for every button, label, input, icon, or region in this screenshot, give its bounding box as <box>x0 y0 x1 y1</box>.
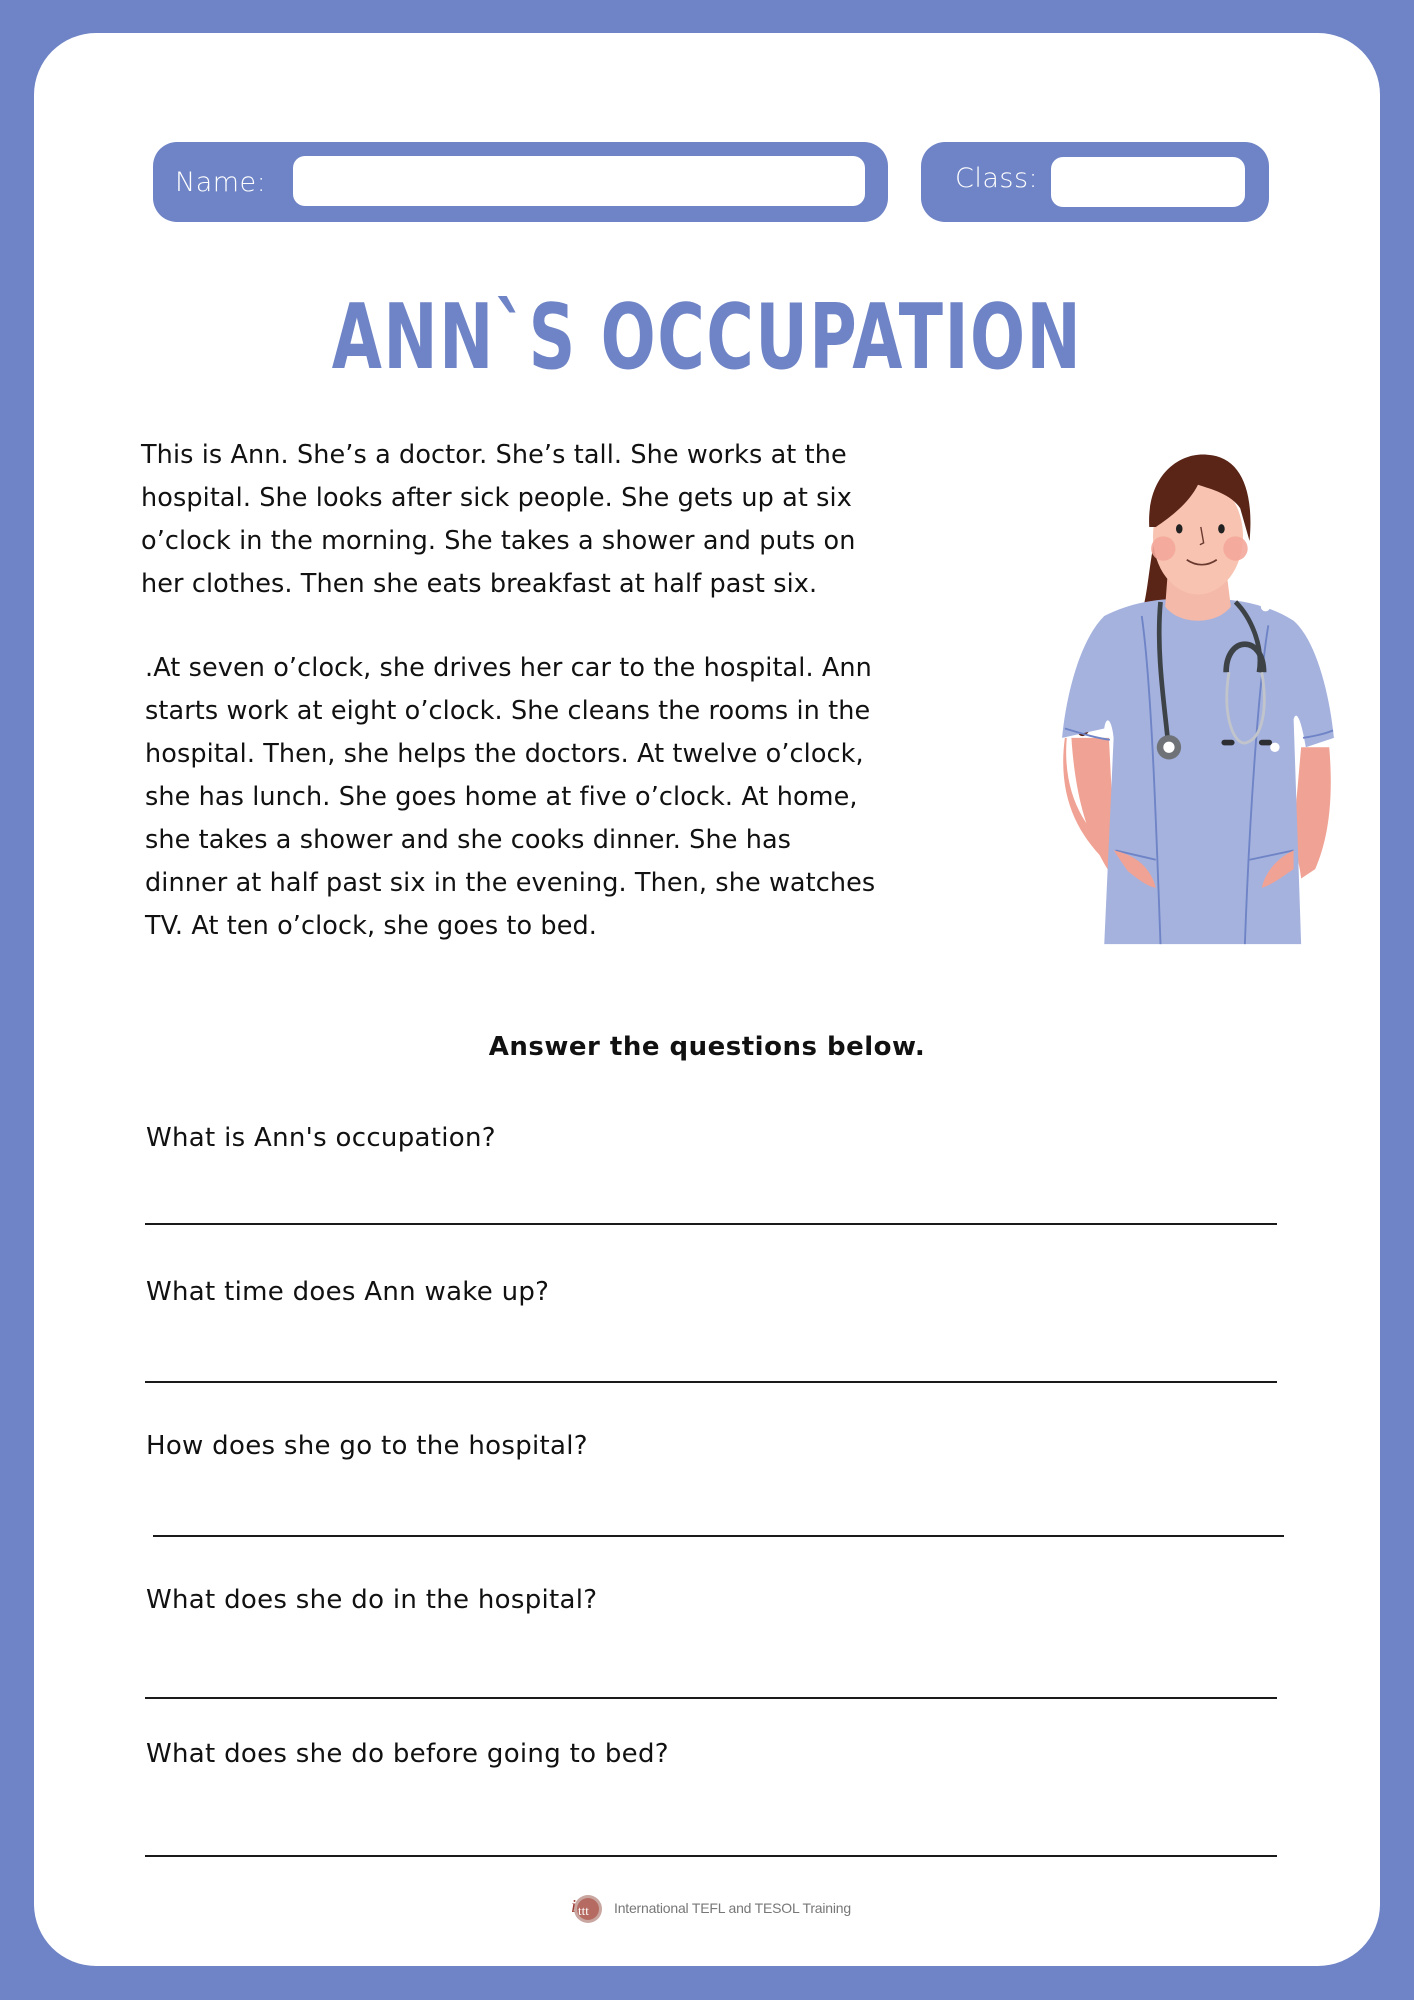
question-3: How does she go to the hospital? <box>146 1431 588 1461</box>
text-line: .At seven o’clock, she drives her car to the hospital. Ann <box>145 653 872 683</box>
class-input[interactable] <box>1051 157 1245 207</box>
text-line: starts work at eight o’clock. She cleans the rooms in the <box>145 696 871 726</box>
text-line: This is Ann. She’s a doctor. She’s tall. She works at the <box>141 440 847 470</box>
svg-text:i: i <box>571 1896 577 1916</box>
name-label: Name: <box>175 167 267 198</box>
reading-paragraph-2 <box>145 647 875 948</box>
text-line: dinner at half past six in the evening. Then, she watches <box>145 868 876 898</box>
class-label: Class: <box>955 163 1039 194</box>
footer <box>566 1888 851 1928</box>
ittt-logo-icon <box>566 1890 608 1926</box>
text-line: o’clock in the morning. She takes a shower and puts on <box>141 526 856 556</box>
text-line: TV. At ten o’clock, she goes to bed. <box>145 911 597 941</box>
reading-paragraph-1 <box>141 434 856 606</box>
question-4: What does she do in the hospital? <box>146 1585 598 1615</box>
name-input[interactable] <box>293 156 865 206</box>
answer-line-5[interactable] <box>145 1855 1277 1857</box>
text-line: hospital. Then, she helps the doctors. At twelve o’clock, <box>145 739 864 769</box>
question-1: What is Ann's occupation? <box>146 1123 496 1153</box>
text-line: she has lunch. She goes home at five o’clock. At home, <box>145 782 858 812</box>
question-5: What does she do before going to bed? <box>146 1739 669 1769</box>
instructions-heading: Answer the questions below. <box>488 1032 926 1062</box>
svg-text:ttt: ttt <box>578 1903 589 1918</box>
nurse-illustration-icon <box>1048 436 1348 946</box>
footer-text: International TEFL and TESOL Training <box>614 1900 851 1916</box>
answer-line-4[interactable] <box>145 1697 1277 1699</box>
answer-line-3[interactable] <box>153 1535 1284 1537</box>
answer-line-2[interactable] <box>145 1381 1277 1383</box>
text-line: hospital. She looks after sick people. She gets up at six <box>141 483 852 513</box>
text-line: she takes a shower and she cooks dinner. She has <box>145 825 792 855</box>
answer-line-1[interactable] <box>145 1223 1277 1225</box>
page-title: ANN`S OCCUPATION <box>331 285 1083 390</box>
text-line: her clothes. Then she eats breakfast at half past six. <box>141 569 818 599</box>
question-2: What time does Ann wake up? <box>146 1277 550 1307</box>
